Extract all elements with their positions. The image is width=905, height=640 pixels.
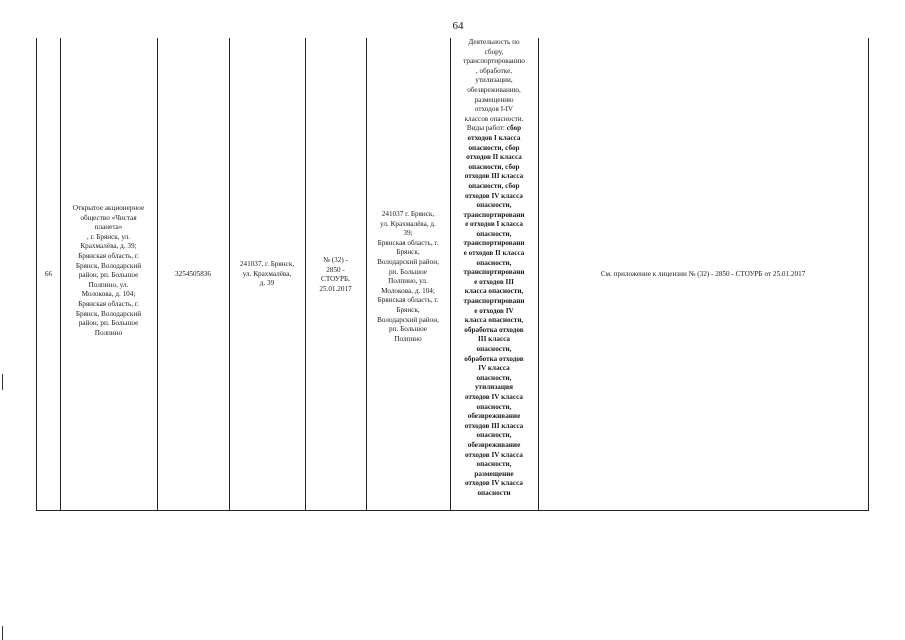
inn-cell: 3254505836 [175,270,211,278]
activity-works-list: отходов I класса опасности, сбор отходов II класса опасности, сбор отходов III класса опасности, сбор отходов IV класса опасности, транспортировани е отходов I класса опасности, транспортировани е отходов II класса опасности, транспортировани е отходов III класса опасности, транспортировани е отходов IV класса опасности, обработка отходов III класса опасности, обработка отходов IV класса опасности, утилизация отходов IV класса опасности, обезвреживание отходов III класса опасности, обезвреживание отходов IV класса опасности, размещение отходов IV класса опасности [463,133,525,497]
note-cell: См. приложение к лицензии № (32) - 2850 - СТОУРБ от 25.01.2017 [600,270,806,278]
legal-address-cell: 241037, г. Брянск, ул. Крахмалёва, д. 39 [239,260,295,288]
license-registry-table [36,38,869,511]
organization-cell: Открытое акционерное общество «Чистая планета» , г. Брянск, ул. Крахмалёва, д. 39; Брянская область, г. Брянск, Володарский район, рп. Большое Полпино, ул. Молокова, д. 104; Брянская область, г. Брянск, Володарский район, рп. Большое Полпино [72,204,145,337]
scan-margin-mark [2,626,3,640]
column-rule [868,38,869,511]
activity-works-head: сбор [504,124,522,133]
row-bottom-rule [36,510,869,511]
license-number-cell: № (32) - 2850 - СТОУРБ, 25.01.2017 [319,256,352,293]
scan-margin-mark [2,374,3,390]
page-number: 64 [452,20,464,32]
activity-addresses-cell: 241037 г. Брянск, ул. Крахмалёва, д. 39; Брянская область, г. Брянск, Володарский район, рп. Большое Полпино, ул. Молокова, д. 104; Брянская область, г. Брянск, Володарский район, рп. Большое Полпино [377,210,439,343]
activity-types-cell [450,38,538,499]
activity-description: Деятельность по сбору, транспортированию , обработке, утилизации, обезвреживанию, размещению отходов I-IV классов опасности. Виды работ: [463,38,525,133]
row-number: 66 [44,270,53,278]
